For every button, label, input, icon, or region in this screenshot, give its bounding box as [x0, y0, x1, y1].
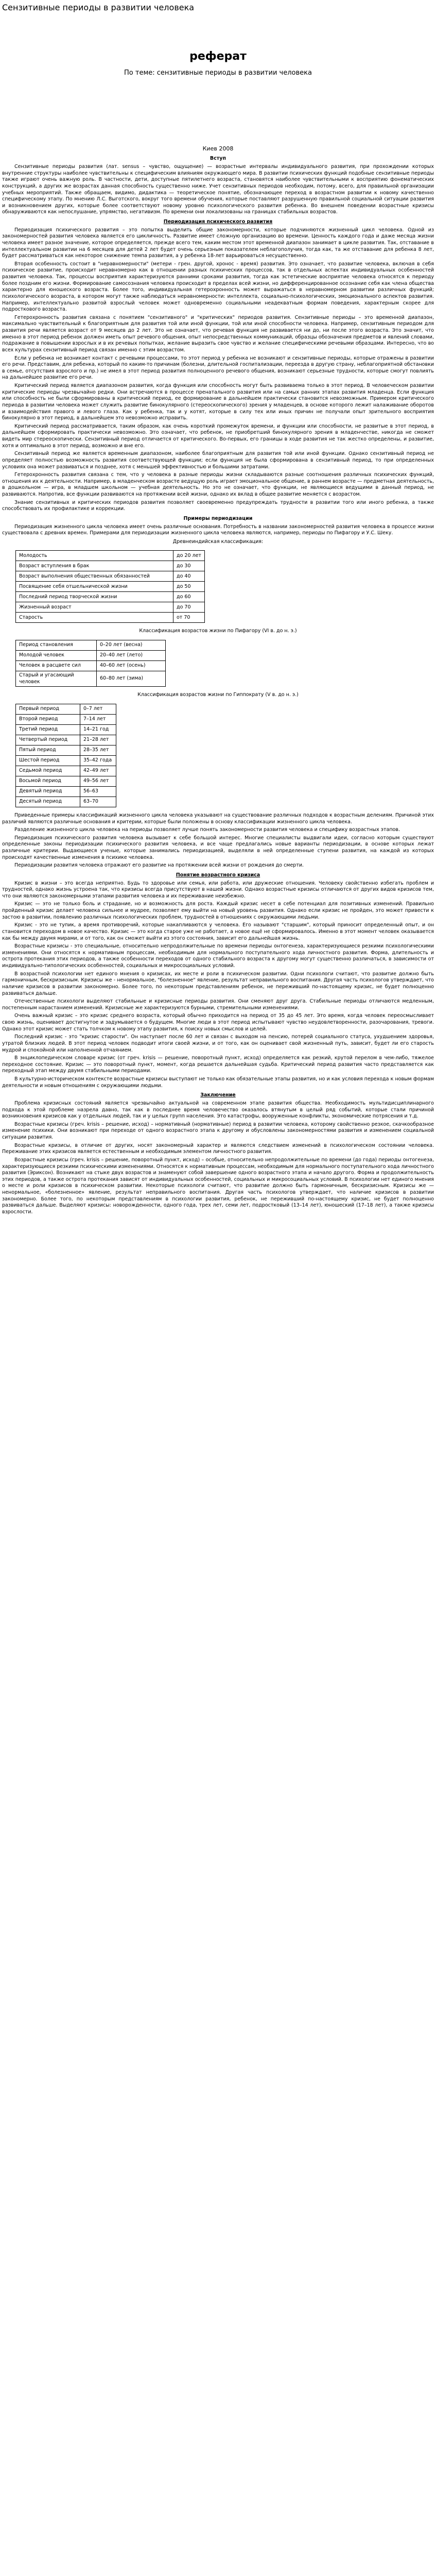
table-cell-value: 0–20 лет (весна)	[97, 640, 166, 651]
table-cell-label: Пятый период	[16, 745, 80, 755]
site-title: Сензитивные периоды в развитии человека	[2, 3, 195, 12]
table-pythagoras	[15, 640, 166, 687]
table-row	[16, 551, 205, 561]
section-heading-conclusion: Заключение	[200, 1092, 236, 1098]
paragraph: Критический период является диапазоном развития, когда функция или способность могут быть развиваема только в этот период. В человеческом развитии критические периоды чрезвычайно редки. Они встречаются в процессе пренатального развития или на самых ранних этапах развития младенца. Если функция или способность не были сформированы в критический период, ее формирование в дальнейшем практически становится невозможным. Примером критического периода в развитии человека может служить развитие бинокулярного (стереоскопического) зрения у младенцев, в основе которого лежит налаживание оборотов и взаимодействия правого и левого глаза. Как у ребенка, так и у котят, которые в силу тех или иных причин не получали опыт зрительного восприятия бинокулярно в этот период, в дальнейшем это невозможно исправить.	[2, 383, 434, 421]
table-row	[16, 724, 116, 735]
table-row	[16, 651, 166, 661]
table-row	[16, 671, 166, 687]
table-cell-label: Второй период	[16, 714, 80, 724]
table-row	[16, 592, 205, 602]
table-cell-value: 7–14 лет	[80, 714, 116, 724]
table-cell-value: 14–21 год	[80, 724, 116, 735]
paragraph: Возрастные кризисы, в отличие от других, носят закономерный характер и являются следствием изменений в психологическом состоянии человека. Переживание этих кризисов является естественным и необходимым элементом личностного развития.	[2, 1142, 434, 1155]
document-page	[0, 2, 436, 1216]
table-cell-label: Первый период	[16, 704, 80, 714]
table-cell-label: Период становления	[16, 640, 97, 651]
table-cell-label: Возраст вступления в брак	[16, 561, 173, 571]
table-row	[16, 661, 166, 671]
table-cell-value: 49–56 лет	[80, 776, 116, 786]
table-row	[16, 766, 116, 776]
section-heading-examples: Примеры периодизации	[183, 515, 253, 521]
table-hippocrates	[15, 704, 116, 807]
table-cell-label: Шестой период	[16, 755, 80, 766]
table-cell-value: 56–63	[80, 786, 116, 796]
example-intro-paragraph: Периодизация жизненного цикла человека имеет очень различные основания. Потребность в названии закономерностей развития человека в процессе жизни существовала с древних времен. Примерами для периодизации жизненного цикла человека являются, например, периоды по Пифагору и У.С. Шеку.	[2, 523, 434, 536]
table-row	[16, 755, 116, 766]
paragraph: Последний кризис - это "кризис старости". Он наступает после 60 лет и связан с выходом на пенсию, потерей социального статуса, ухудшением здоровья, утратой близких людей. В этот период человек подводит итоги своей жизни, и от того, как он оценивает свой жизненный путь, зависит, будет ли его старость мудрой и спокойной или наполненной отчаянием.	[2, 1034, 434, 1053]
table-row	[16, 602, 205, 613]
table-ancient-india	[15, 550, 205, 623]
table-cell-label: Последний период творческой жизни	[16, 592, 173, 602]
section-heading-intro: Вступ	[210, 156, 226, 162]
table1-caption: Древнеиндийская классификация:	[172, 538, 264, 545]
paragraph: Гетерохронность развития связана с тем, что у человека в разные периоды жизни складываются разные соотношения различных психических функций, отношения их к деятельности. Например, в младенческом возрасте ведущую роль играет эмоциональное общение, в раннем возрасте — предметная деятельность, в дошкольном — игра, в младшем школьном — учебная деятельность. Но это не означает, что функции, не являющиеся ведущими в данный период, не развиваются. Напротив, все функции развиваются на протяжении всей жизни, однако их вклад в общее развитие меняется с возрастом.	[2, 472, 434, 498]
paragraph: Очень важный кризис – это кризис среднего возраста, который обычно приходится на период от 35 до 45 лет. Это время, когда человек переосмысливает свою жизнь, оценивает достигнутое и задумывается о будущем. Многие люди в этот период испытывают чувство неудовлетворенности, разочарования, тревоги. Однако этот кризис может стать толчком к новому этапу развития, к поиску новых смыслов и целей.	[2, 1013, 434, 1032]
table-cell-value: 0–7 лет	[80, 704, 116, 714]
paragraph: Проблема кризисных состояний является чрезвычайно актуальной на современном этапе развития общества. Необходимость мультидисциплинарного подхода к этой проблеме назрела давно, так как в последнее время человечество оказалось втянутым в целый ряд событий, которые стали причиной возникновения кризисов как у отдельных людей, так и у целых групп населения. Это катастрофы, вооруженные конфликты, экономические потрясения и т.д.	[2, 1100, 434, 1120]
table-row	[16, 776, 116, 786]
table-row	[16, 714, 116, 724]
document-subheading: По теме: сензитивные периоды в развитии человека	[124, 69, 312, 77]
table-row	[16, 571, 205, 582]
table-row	[16, 745, 116, 755]
conclusion-text	[2, 1100, 434, 1216]
table-cell-value: до 20 лет	[173, 551, 205, 561]
paragraph: Возрастные кризисы - это специальные, относительно непродолжительные по времени периоды онтогенеза, характеризующиеся резкими психологическими изменениями. Они относятся к нормативным процессам, необходимым для нормального поступательного хода личностного развития. Форма, длительность и острота протекания этих периодов, а также особенности переходов от одного стабильного возраста к другому могут существенно различаться, в зависимости от индивидуально-типологических особенностей, социальных и микросоциальных условий.	[2, 943, 434, 969]
table-row	[16, 786, 116, 796]
paragraph: Периодизация психического развития человека вызывает к себе большой интерес. Многие специалисты выдвигали идеи, согласно которым существуют определенные законы периодизации психического развития человека, и все чаще предлагались новые варианты периодизации, в основе которых лежат различные критерии. Выдающиеся ученые, которые занимались периодизацией, выделяли в ней определенные ступени развития, на каждой из которых происходят качественные изменения в психике человека.	[2, 835, 434, 860]
paragraph: Сензитивные периоды развития (лат. sensus – чувство, ощущение) — возрастные интервалы индивидуального развития, при прохождении которых внутренние структуры наиболее чувствительны к специфическим влияниям окружающего мира. В развитии психических функций подобные сензитивные периоды также играют очень важную роль. В частности, дети, доступные пятилетнего возраста, становятся наиболее чувствительными к восприятию фонематических конструкций, а других же возрастах данная способность существенно ниже. Учет сензитивных периодов необходим, потому, всего, для правильной организации учебных мероприятий. Также обращаем, видимо, дидактика — теоретическое понятие, обозначающее переход в возрастном развитии к новому качественно специфическому этапу. По мнению Л.С. Выготского, вокруг того времени обучения, которые поставляют разрушенную правильной социальной ситуации развития и возникновением других, которые более соответствуют новому уровню психологического развития ребенка. Во внешнем поведении возрастные кризисы обнаруживаются как непослушание, упрямство, негативизм. По времени они локализованы на границах стабильных возрастов.	[2, 164, 434, 215]
table-cell-label: Третий период	[16, 724, 80, 735]
table-cell-value: 21–28 лет	[80, 735, 116, 745]
table3-caption: Классификация возрастов жизни по Гиппократу (V в. до н. э.)	[137, 692, 299, 698]
table-cell-value: до 40	[173, 571, 205, 582]
table-cell-label: Посвящение себя отшельнической жизни	[16, 582, 173, 592]
table-cell-value: 63–70	[80, 796, 116, 807]
table-cell-value: 40–60 лет (осень)	[97, 661, 166, 671]
title-block	[2, 49, 434, 77]
table-row	[16, 735, 116, 745]
table-cell-label: Восьмой период	[16, 776, 80, 786]
paragraph: Приведенные примеры классификаций жизненного цикла человека указывают на существование различных подходов к возрастным делениям. Причиной этих различий являются различные основания и критерии, которые были положены в основу классификации жизненного цикла человека.	[2, 812, 434, 825]
table-cell-value: до 50	[173, 582, 205, 592]
paragraph: Гетерохронность развития связана с понятием "сензитивного" и "критических" периодов развития. Сензитивные периоды – это временной диапазон, максимально чувствительный к благоприятным для развития той или иной функции, той или иной способности человека. Например, сензитивным периодом для развития речи является возраст от 9 месяцев до 2 лет. Это не означает, что речевая функция не развивается ни до, ни после этого возраста. Это значит, что именно в этот период ребенок должен иметь опыт речевого общения, опыт непосредственных коммуникаций, образцы обозначения предметов и явлений словами, подражание в повышении взрослых и в их речевых попытках, желание выразить свое чувство и желание специфическими речевыми образцами. Интересно, что во всех культурах сензитивный период связан именно с этим возрастом.	[2, 314, 434, 353]
paragraph: В энциклопедическом словаре кризис (от греч. krisis — решение, поворотный пункт, исход) определяется как резкий, крутой перелом в чем-либо, тяжелое переходное состояние. Кризис — это поворотный пункт, момент, когда решается дальнейшая судьба. Критический период развития часто представляется как переходный этап между двумя стабильными периодами.	[2, 1055, 434, 1074]
table-cell-label: Жизненный возраст	[16, 602, 173, 613]
table-row	[16, 640, 166, 651]
paragraph: Отечественные психологи выделяют стабильные и кризисные периоды развития. Они сменяют друг друга. Стабильные периоды отличаются медленным, постепенным нарастанием изменений. Кризисные же характеризуются бурными, стремительными изменениями.	[2, 998, 434, 1011]
table-row	[16, 704, 116, 714]
table-cell-value: 35–42 года	[80, 755, 116, 766]
document-heading: реферат	[189, 50, 247, 63]
paragraph: Разделение жизненного цикла человека на периоды позволяет лучше понять закономерности развития человека и специфику возрастных этапов.	[14, 827, 400, 833]
paragraph: Возрастные кризисы (греч. krisis – решение, поворотный пункт, исход) – особые, относительно непродолжительные по времени (до года) периоды онтогенеза, характеризующиеся резкими психическими изменениями. Относятся к нормативным процессам, необходимым для нормального поступательного хода личностного развития (Эриксон). Возникают на стыке двух возрастов и знаменуют собой завершение одного возрастного этапа и начало другого. Форма и продолжительность этих периодов, а также острота протекания зависят от индивидуальных особенностей, социальных и микросоциальных условий. В психологии нет единого мнения о месте и роли кризисов в психическом развитии. Некоторые психологи считают, что развитие должно быть гармоничным, бескризисным. Кризисы же — ненормальное, «болезненное» явление, результат неправильного воспитания. Другая часть психологов утверждает, что наличие кризисов в развитии закономерно. Более того, по некоторым представлениям в психологии развития, ребенок, не переживший по-настоящему кризис, не будет полноценно развиваться дальше. Выделяют кризисы: новорожденности, одного года, трех лет, семи лет, подростковый (13–14 лет), юношеский (17–18 лет), а также кризисы взрослости.	[2, 1157, 434, 1215]
table-cell-value: 60–80 лет (зима)	[97, 671, 166, 687]
table-cell-label: Десятый период	[16, 796, 80, 807]
table-cell-value: до 60	[173, 592, 205, 602]
intro-text	[2, 164, 434, 216]
table-cell-value: 28–35 лет	[80, 745, 116, 755]
section-heading-crisis: Понятие возрастного кризиса	[176, 872, 260, 878]
paragraph: В возрастной психологии нет единого мнения о кризисах, их месте и роли в психическом развитии. Одни психологи считают, что развитие должно быть гармоничным, бескризисным. Кризисы же - ненормальное, "болезненное" явление, результат неправильного воспитания. Другая часть психологов утверждает, что наличие кризисов в развитии закономерно. Более того, по некоторым представлениям ребенок, не переживший по-настоящему кризис, не будет полноценно развиваться дальше.	[2, 971, 434, 996]
crisis-text	[2, 880, 434, 1090]
paragraph: Вторая особенность состоит в "неравномерности" (метери - грен. другой, хронос - время) развития. Это означает, что развитие человека, включая в себя психическое развитие, происходит неравномерно как в отношении разных психических процессов, так в отдельных аспектах индивидуальных особенностей развития человека. Так, процессы восприятия характеризуются ранними сроками развития, тогда как эстетические восприятие человека относятся к периоду более поздним его жизни. Формирование самосознания человека происходит в пределах всей жизни, но дифференцированное осознание себя как члена общества характерно для юношеского возраста. Более того, индивидуальная гетерохронность может выражаться в неравномерном развитии различных функций; психологического возраста, в котором могут также наблюдаться неравномерности: интеллекта, социально-психологических, эмоционального аспектов развития. Например, интеллектуально развитой взрослый человек может одновременно социальными неадекватным формам поведения, характерным скорее для подросткового возраста.	[2, 261, 434, 313]
paragraph: В культурно-историческом контексте возрастные кризисы выступают не только как обязательные этапы развития, но и как условия перехода к новым формам деятельности и новым отношениям с окружающими людьми.	[2, 1076, 434, 1089]
paragraph: Знание сензитивных и критических периодов развития позволяет своевременно предупреждать трудности в развитии того или иного ребенка, а также способствовать их профилактике и коррекции.	[2, 499, 434, 512]
table-row	[16, 561, 205, 571]
section-heading-periodization: Периодизация психического развития	[163, 219, 273, 225]
table-cell-label: Старый и угасающий человек	[16, 671, 97, 687]
table-cell-value: до 70	[173, 602, 205, 613]
paragraph: Кризис - это не тупик, а время противоречий, которые накапливаются у человека. Его называют "старшим", который приносит определенный опыт, и он становится переходом в новое качество. Кризис — это когда старое уже не работает, а новое ещё не сформировалось. Именно в этот момент человек оказывается как бы между двумя мирами, и от того, как он сможет выйти из этого состояния, зависит его дальнейшая жизнь.	[2, 922, 434, 941]
table2-caption: Классификация возрастов жизни по Пифагору (VI в. до н. э.)	[139, 628, 297, 634]
paragraph: Периодизация психического развития – это попытка выделить общие закономерности, которые подчиняются жизненный цикл человека. Одной из закономерностей развития человека является его цикличность. Развитие имеет сложную организацию во времени. Ценность каждого года и даже месяца жизни человека имеет разное значение, которое определяется, прежде всего тем, каким местом этот временной диапазон занимает в цикле развития. Так, отставание в интеллектуальном развитии на 6 месяцев для детей 2 лет будет очень серьезным показателем неблагополучия, тогда как, та же отставание для ребенка 8 лет, будет рассматриваться как некоторое снижение темпа развития, а у ребенка 18-лет варьироваться несущественно.	[2, 227, 434, 259]
paragraph: Сензитивный период же является временным диапазоном, наиболее благоприятным для развития той или иной функции. Однако сензитивный период не определяет полностью возможность развития соответствующей функции; если функция не была сформирована в сензитивный период, то при определенных условиях она может развиваться и позднее, хотя с меньшей эффективностью и большими затратами.	[2, 451, 434, 470]
paragraph: Кризис — это не только боль и страдание, но и возможность для роста. Каждый кризис несет в себе потенциал для позитивных изменений. Правильно пройденный кризис делает человека сильнее и мудрее, позволяет ему выйти на новый уровень развития. Однако если кризис не пройден, это может привести к застою в развитии, появлению различных психологических проблем, трудностей в отношениях с окружающими людьми.	[2, 901, 434, 920]
table-cell-label: Молодой человек	[16, 651, 97, 661]
periodization-text	[2, 227, 434, 513]
paragraph: Критический период рассматривается, таким образом, как очень короткий промежуток времени, и функции или способности, не развитые в этот период, в дальнейшем сформировать практически невозможно. Это означает, что ребенок, не приобретший бинокулярного зрения в младенчестве, никогда не сможет видеть мир стереоскопически. Сензитивный период отличается от критического. Во-первых, его границы в ходе развития не так жестко определены, и развитие, хотя и оптимально в этот период, возможно и вне его.	[2, 423, 434, 449]
table-cell-value: от 70	[173, 613, 205, 623]
table-cell-label: Девятый период	[16, 786, 80, 796]
table-cell-label: Молодость	[16, 551, 173, 561]
paragraph: Если у ребенка не возникает контакт с речевыми процессами, то этот период у ребенка не возникают и сензитивные периоды, которые отражены в развитии его речи. Представим, для ребенка, который по каким-то причинам (болезни, длительной госпитализации, переезда в другую страну, неблагоприятной обстановки в семье, отсутствия взрослого и пр.) не имел в этот период развития полноценного речевого общения, возникают серьезные трудности, которые смогут повлиять на дальнейшее развитие его речи.	[2, 355, 434, 381]
paragraph: Периодизации развития человека отражают его развитие на протяжении всей жизни от рождения до смерти.	[14, 862, 304, 869]
table-cell-label: Четвертый период	[16, 735, 80, 745]
table-cell-value: 42–49 лет	[80, 766, 116, 776]
paragraph: Кризис в жизни – это всегда неприятно. Будь то здоровье или семья, или работа, или дружеские отношения. Человеку свойственно избегать проблем и трудностей, однако жизнь устроена так, что кризисы всегда присутствуют в нашей жизни. Однако возрастные кризисы отличаются от других видов кризисов тем, что они являются закономерными этапами развития человека и их переживание неизбежно.	[2, 880, 434, 899]
table-cell-label: Человек в расцвете сил	[16, 661, 97, 671]
table-row	[16, 796, 116, 807]
after-tables-text	[2, 812, 434, 869]
table-cell-value: 20–40 лет (лето)	[97, 651, 166, 661]
table-cell-label: Седьмой период	[16, 766, 80, 776]
table-cell-label: Старость	[16, 613, 173, 623]
table-cell-value: до 30	[173, 561, 205, 571]
place-year: Киев 2008	[202, 145, 234, 152]
table-row	[16, 582, 205, 592]
table-row	[16, 613, 205, 623]
table-cell-label: Возраст выполнения общественных обязанностей	[16, 571, 173, 582]
paragraph: Возрастные кризисы (греч. krisis – решение, исход) – нормативный (нормативные) период в развитии человека, которому свойственно резкое, скачкообразное изменение психики. Они возникают при переходе от одного возрастного этапа к другому и обусловлены закономерностями развития и изменением социальной ситуации развития.	[2, 1121, 434, 1141]
